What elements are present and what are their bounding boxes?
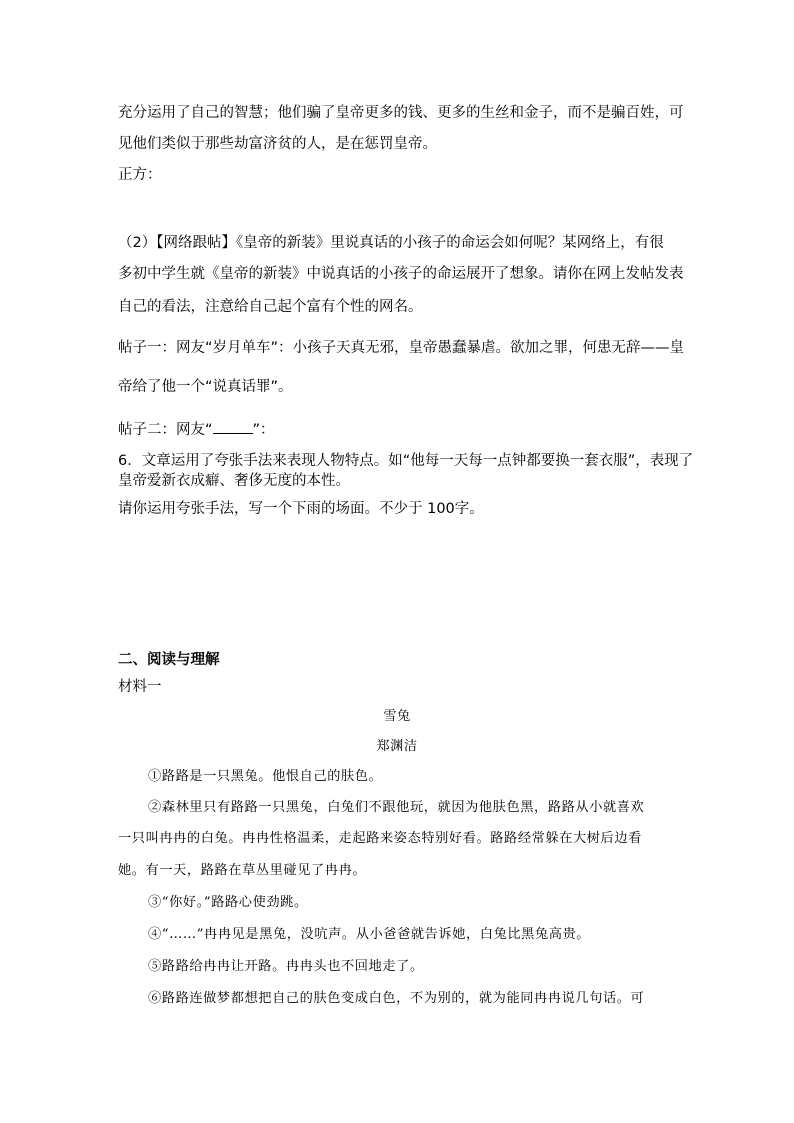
question-2-line: 自己的看法，注意给自己起个富有个性的网名。 — [118, 299, 423, 315]
story-title: 雪兔 — [383, 709, 411, 724]
question-6-line: 请你运用夸张手法，写一个下雨的场面。不少于 100字。 — [118, 501, 484, 517]
post-1-line: 帝给了他一个“说真话罪”。 — [118, 379, 293, 395]
story-paragraph: ③“你好。”路路心使劲跳。 — [148, 895, 308, 910]
zhengfang-label: 正方： — [118, 167, 162, 183]
question-2-line: 多初中学生就《皇帝的新装》中说真话的小孩子的命运展开了想象。请你在网上发帖发表 — [118, 266, 684, 282]
story-paragraph-line: 她。有一天，路路在草丛里碰见了冉冉。 — [118, 863, 367, 878]
nickname-blank[interactable] — [213, 421, 253, 434]
material-label: 材料一 — [118, 679, 162, 695]
post-2-prefix: 帖子二：网友“ — [118, 422, 213, 438]
question-6-line: 皇帝爱新衣成癖、奢侈无度的本性。 — [118, 473, 350, 489]
story-paragraph-line: 一只叫冉冉的白兔。冉冉性格温柔，走起路来姿态特别好看。路路经常躲在大树后边看 — [118, 831, 642, 846]
question-6-line: 6．文章运用了夸张手法来表现人物特点。如“他每一天每一点钟都要换一套衣服”，表现了 — [118, 453, 694, 469]
post-2-suffix: ”： — [252, 422, 275, 438]
story-paragraph: ④“……”冉冉见是黑兔，没吭声。从小爸爸就告诉她，白兔比黑兔高贵。 — [148, 927, 591, 942]
story-author: 郑渊洁 — [376, 739, 418, 754]
story-paragraph: ⑤路路给冉冉让开路。冉冉头也不回地走了。 — [148, 959, 424, 974]
post-2-line — [118, 420, 275, 440]
question-2-line: （2）【网络跟帖】《皇帝的新装》里说真话的小孩子的命运会如何呢？某网络上，有很 — [118, 235, 664, 251]
story-paragraph: ②森林里只有路路一只黑兔，白兔们不跟他玩，就因为他肤色黑，路路从小就喜欢 — [148, 800, 645, 815]
paragraph-line: 见他们类似于那些劫富济贫的人，是在惩罚皇帝。 — [118, 136, 437, 152]
story-paragraph: ①路路是一只黑兔。他恨自己的肤色。 — [148, 769, 383, 784]
paragraph-line: 充分运用了自己的智慧；他们骗了皇帝更多的钱、更多的生丝和金子，而不是骗百姓，可 — [118, 105, 684, 121]
story-paragraph: ⑥路路连做梦都想把自己的肤色变成白色，不为别的，就为能同冉冉说几句话。可 — [148, 991, 645, 1006]
section-heading: 二、阅读与理解 — [118, 652, 220, 668]
post-1-line: 帖子一：网友“岁月单车”：小孩子天真无邪，皇帝愚蠢暴虐。欲加之罪，何患无辞——皇 — [118, 340, 685, 356]
